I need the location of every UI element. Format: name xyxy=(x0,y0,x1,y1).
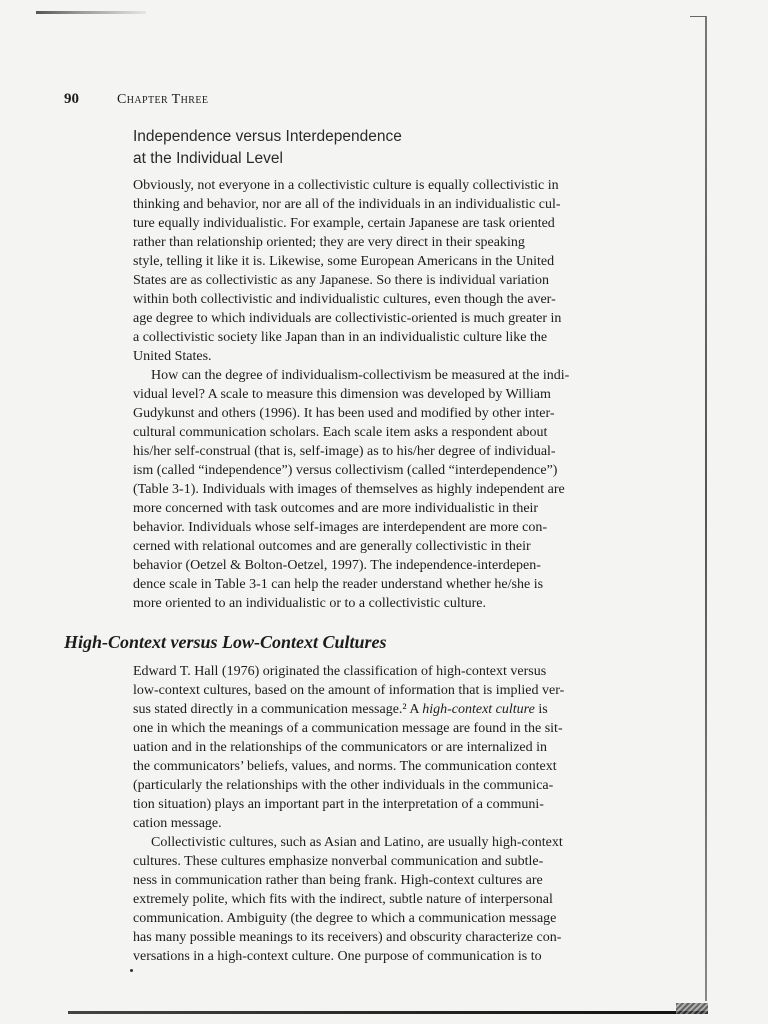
bottom-scan-smudge xyxy=(676,1003,708,1014)
text-line: versations in a high-context culture. One purpose of communication is to xyxy=(133,949,542,964)
scan-mark-top xyxy=(36,11,146,14)
text-line: Edward T. Hall (1976) originated the classification of high-context versus xyxy=(133,664,547,679)
chapter-label: Chapter Three xyxy=(117,92,209,107)
text-line: more concerned with task outcomes and are more individualistic in their xyxy=(133,501,539,516)
text-line: vidual level? A scale to measure this dimension was developed by William xyxy=(133,387,551,402)
text-line: has many possible meanings to its receivers) and obscurity characterize con- xyxy=(133,930,562,945)
text-line: Obviously, not everyone in a collectivistic culture is equally collectivistic in xyxy=(133,178,559,193)
text-line: ness in communication rather than being frank. High-context cultures are xyxy=(133,873,543,888)
text-line: cultural communication scholars. Each scale item asks a respondent about xyxy=(133,425,548,440)
text-line: sus stated directly in a communication message.² A high-context culture is xyxy=(133,702,548,717)
paragraph-collectivistic-high-context xyxy=(133,833,629,966)
text-line: rather than relationship oriented; they are very direct in their speaking xyxy=(133,235,525,250)
text-line: communication. Ambiguity (the degree to which a communication message xyxy=(133,911,557,926)
subsection-title-line: Independence versus Interdependence xyxy=(133,128,402,145)
subsection-title xyxy=(133,126,633,170)
text-line: the communicators’ beliefs, values, and norms. The communication context xyxy=(133,759,557,774)
text-line: thinking and behavior, nor are all of the individuals in an individualistic cul- xyxy=(133,197,561,212)
text-line: cultures. These cultures emphasize nonverbal communication and subtle- xyxy=(133,854,544,869)
paragraph-measurement-scale xyxy=(133,366,629,613)
text-line: dence scale in Table 3-1 can help the reader understand whether he/she is xyxy=(133,577,544,592)
text-line: one in which the meanings of a communication message are found in the sit- xyxy=(133,721,563,736)
text-line: cation message. xyxy=(133,816,222,831)
text-line: ture equally individualistic. For example, certain Japanese are task oriented xyxy=(133,216,555,231)
text-line: a collectivistic society like Japan than in an individualistic culture like the xyxy=(133,330,548,345)
text-line: Gudykunst and others (1996). It has been used and modified by other inter- xyxy=(133,406,555,421)
scan-dot xyxy=(130,969,133,972)
text-line: Collectivistic cultures, such as Asian and Latino, are usually high-context xyxy=(151,835,563,850)
text-line: ism (called “independence”) versus collectivism (called “interdependence”) xyxy=(133,463,558,478)
text-line: style, telling it like it is. Likewise, some European Americans in the United xyxy=(133,254,555,269)
text-line: tion situation) plays an important part in the interpretation of a communi- xyxy=(133,797,544,812)
text-line: (Table 3-1). Individuals with images of themselves as highly independent are xyxy=(133,482,565,497)
page-right-edge xyxy=(705,16,707,1001)
page-number: 90 xyxy=(64,91,79,107)
bottom-page-rule xyxy=(68,1011,708,1014)
text-line: his/her self-construal (that is, self-image) as to his/her degree of individual- xyxy=(133,444,556,459)
text-line: United States. xyxy=(133,349,212,364)
section-heading: High-Context versus Low-Context Cultures xyxy=(64,632,387,652)
page-right-edge-hook xyxy=(690,16,706,17)
paragraph-hall-classification xyxy=(133,662,629,833)
text-line: within both collectivistic and individualistic cultures, even though the aver- xyxy=(133,292,556,307)
text-line: cerned with relational outcomes and are generally collectivistic in their xyxy=(133,539,531,554)
text-line: behavior. Individuals whose self-images are interdependent are more con- xyxy=(133,520,548,535)
text-line: extremely polite, which fits with the indirect, subtle nature of interpersonal xyxy=(133,892,553,907)
paragraph-individual-variation xyxy=(133,176,629,366)
text-line: low-context cultures, based on the amount of information that is implied ver- xyxy=(133,683,565,698)
text-line: uation and in the relationships of the communicators or are internalized in xyxy=(133,740,548,755)
text-line: behavior (Oetzel & Bolton-Oetzel, 1997). The independence-interdepen- xyxy=(133,558,541,573)
text-line: States are as collectivistic as any Japanese. So there is individual variation xyxy=(133,273,549,288)
text-line: more oriented to an individualistic or to a collectivistic culture. xyxy=(133,596,487,611)
text-line: How can the degree of individualism-collectivism be measured at the indi- xyxy=(151,368,570,383)
subsection-title-line: at the Individual Level xyxy=(133,150,283,167)
text-line: age degree to which individuals are collectivistic-oriented is much greater in xyxy=(133,311,562,326)
text-line: (particularly the relationships with the other individuals in the communica- xyxy=(133,778,554,793)
